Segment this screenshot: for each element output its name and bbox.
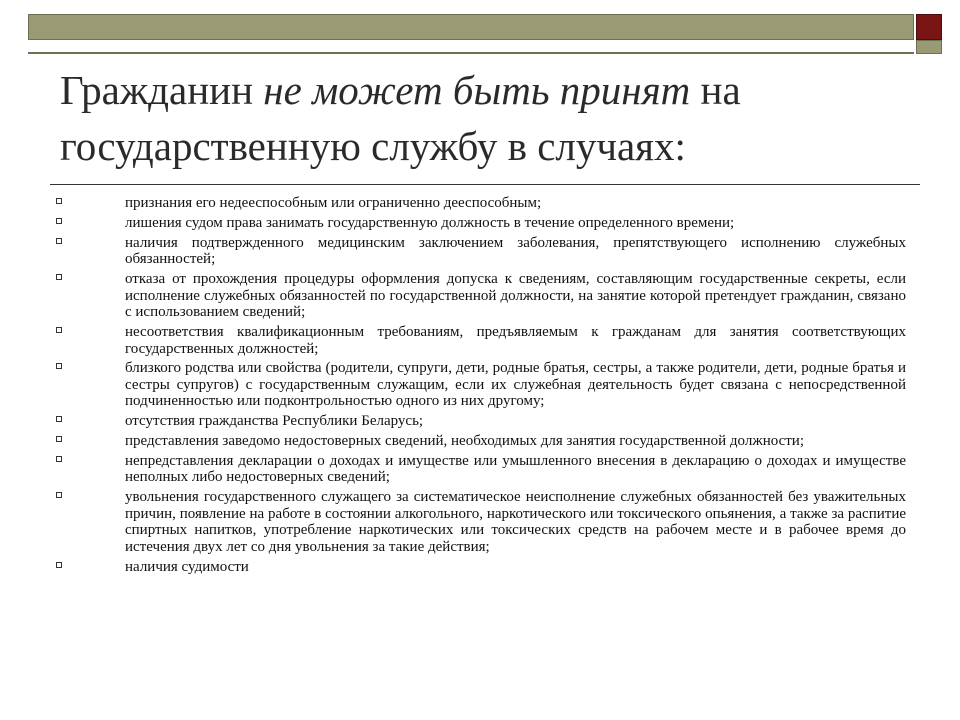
- list-item-text: признания его недееспособным или ограниченно дееспособным;: [125, 195, 542, 211]
- square-bullet-icon: [56, 198, 62, 204]
- title-divider: [50, 184, 920, 185]
- header-band: [28, 14, 914, 40]
- square-bullet-icon: [56, 436, 62, 442]
- list-item: [56, 413, 906, 430]
- header-band-line: [28, 40, 914, 54]
- list-item-text: наличия судимости: [125, 558, 249, 575]
- list-item-text: отказа от прохождения процедуры оформления допуска к сведениям, составляющим государственные секреты, если исполнение служебных обязанностей по государственной должности, на занятие которой претендует гражданин, связано с использованием сведений;: [125, 270, 906, 321]
- list-item: [56, 195, 906, 212]
- square-bullet-icon: [56, 456, 62, 462]
- list-item-text: непредставления декларации о доходах и имуществе или умышленного внесения в декларацию о доходах и имуществе неполных либо недостоверных сведений;: [125, 452, 906, 486]
- square-bullet-icon: [56, 274, 62, 280]
- corner-square-olive: [916, 40, 942, 54]
- list-item: [56, 360, 906, 410]
- list-item-text: лишения судом права занимать государственную должность в течение определенного времени;: [125, 214, 735, 231]
- list-item-text: представления заведомо недостоверных сведений, необходимых для занятия государственной должности;: [125, 433, 805, 450]
- list-item-text: несоответствия квалификационным требованиям, предъявляемым к гражданам для занятия соответствующих государственных должностей;: [125, 323, 906, 357]
- list-item-text: увольнения государственного служащего за систематическое неисполнение служебных обязанностей без уважительных причин, появление на работе в состоянии алкогольного, наркотического или токсического опьянения, а также за распитие спиртных напитков, употребление наркотических или токсических средств на рабочем месте и в рабочее время до истечения двух лет со дня увольнения за такие действия;: [125, 489, 906, 555]
- conditions-list: [56, 195, 906, 579]
- list-item: [56, 489, 906, 555]
- title-emphasis: не может быть принят: [263, 67, 691, 113]
- list-item: [56, 324, 906, 357]
- list-item: [56, 453, 906, 486]
- square-bullet-icon: [56, 492, 62, 498]
- square-bullet-icon: [56, 238, 62, 244]
- list-item-text: отсутствия гражданства Республики Беларусь;: [125, 413, 424, 430]
- list-item-text: наличия подтвержденного медицинским заключением заболевания, препятствующего исполнению служебных обязанностей;: [125, 234, 906, 268]
- square-bullet-icon: [56, 363, 62, 369]
- corner-square-red: [916, 14, 942, 40]
- list-item: [56, 559, 906, 576]
- list-item-text: близкого родства или свойства (родители, супруги, дети, родные братья, сестры, а также родители, дети, родные братья и сестры супругов) с государственным служащим, если их служебная деятельность будет связана с непосредственной подчиненностью или подконтрольностью одного из них другому;: [125, 360, 906, 410]
- square-bullet-icon: [56, 562, 62, 568]
- square-bullet-icon: [56, 327, 62, 333]
- header-decoration: [0, 0, 960, 60]
- square-bullet-icon: [56, 416, 62, 422]
- list-item: [56, 433, 906, 450]
- title-part-1: Гражданин: [60, 67, 264, 113]
- title-part-3: на государственную службу в случаях:: [60, 67, 741, 169]
- slide-title: [60, 62, 920, 174]
- square-bullet-icon: [56, 218, 62, 224]
- list-item: [56, 235, 906, 268]
- list-item: [56, 271, 906, 321]
- list-item: [56, 215, 906, 232]
